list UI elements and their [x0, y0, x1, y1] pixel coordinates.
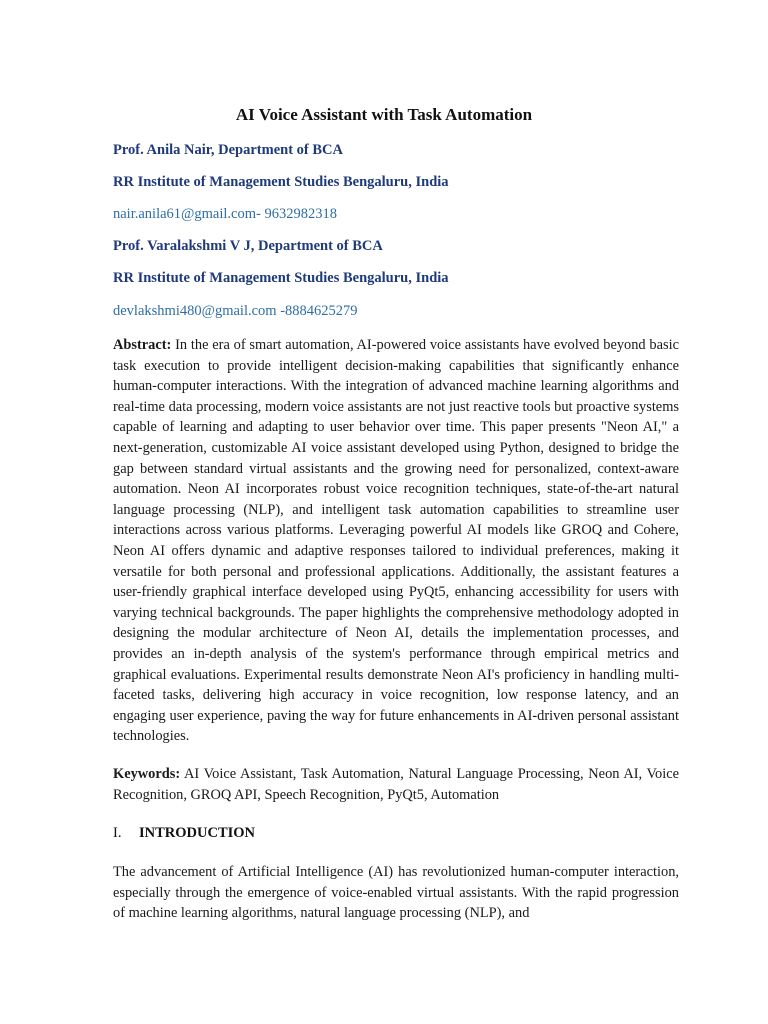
- keywords-paragraph: [113, 764, 679, 805]
- paper-title: AI Voice Assistant with Task Automation: [235, 105, 533, 124]
- abstract-paragraph: [113, 335, 679, 747]
- introduction-paragraph: The advancement of Artificial Intelligence (AI) has revolutionized human-computer interaction, especially through the emergence of voice-enabled virtual assistants. With the rapid progression of machine learning algorithms, natural language processing (NLP), and: [113, 864, 679, 922]
- abstract-label: Abstract:: [113, 337, 172, 353]
- author-1-institution: RR Institute of Management Studies Bengaluru, India: [113, 174, 449, 190]
- keywords-label: Keywords:: [113, 766, 181, 782]
- section-heading-introduction: [113, 823, 255, 843]
- section-title: INTRODUCTION: [139, 825, 256, 841]
- abstract-text: In the era of smart automation, AI-powered voice assistants have evolved beyond basic task execution to provide intelligent decision-making capabilities that significantly enhance human-computer interactions. With the integration of advanced machine learning algorithms and real-time data processing, modern voice assistants are not just reactive tools but proactive systems capable of learning and adapting to user behavior over time. This paper presents "Neon AI," a next-generation, customizable AI voice assistant developed using Python, designed to bridge the gap between standard virtual assistants and the growing need for personalized, context-aware automation. Neon AI incorporates robust voice recognition techniques, state-of-the-art natural language processing (NLP), and intelligent task automation capabilities to streamline user interactions across various platforms. Leveraging powerful AI models like GROQ and Cohere, Neon AI offers dynamic and adaptive responses tailored to individual preferences, making it versatile for both personal and professional applications. Additionally, the assistant features a user-friendly graphical interface developed using PyQt5, enhancing accessibility for users with varying technical backgrounds. The paper highlights the comprehensive methodology adopted in designing the modular architecture of Neon AI, details the implementation processes, and provides an in-depth analysis of the system's performance through empirical metrics and graphical evaluations. Experimental results demonstrate Neon AI's proficiency in handling multi-faceted tasks, delivering high accuracy in voice recognition, low response latency, and an engaging user experience, paving the way for future enhancements in AI-driven personal assistant technologies.: [113, 337, 679, 745]
- author-2-institution: RR Institute of Management Studies Bengaluru, India: [113, 270, 449, 286]
- author-1-contact: nair.anila61@gmail.com- 9632982318: [113, 206, 337, 222]
- keywords-text: AI Voice Assistant, Task Automation, Natural Language Processing, Neon AI, Voice Recognition, GROQ API, Speech Recognition, PyQt5, Automation: [113, 766, 679, 803]
- author-1-name-department: Prof. Anila Nair, Department of BCA: [113, 142, 343, 158]
- author-2-contact: devlakshmi480@gmail.com -8884625279: [113, 303, 358, 319]
- author-2-name-department: Prof. Varalakshmi V J, Department of BCA: [113, 238, 383, 254]
- section-number: I.: [113, 825, 122, 841]
